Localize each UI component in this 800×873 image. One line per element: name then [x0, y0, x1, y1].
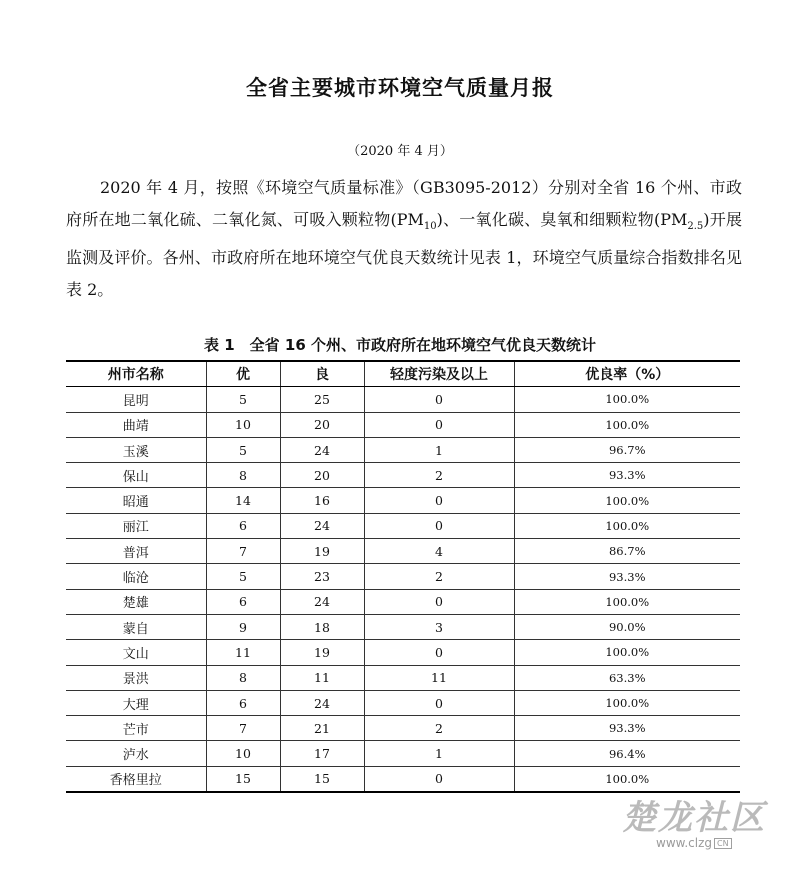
table-row	[66, 716, 740, 741]
table-row	[66, 614, 740, 639]
cell-excellent: 5	[206, 387, 280, 412]
cell-excellent: 9	[206, 614, 280, 639]
intro-text-2: )、一氧化碳、臭氧和细颗粒物(PM	[436, 209, 688, 229]
watermark-text: 楚龙社区	[622, 798, 766, 838]
cell-rate: 100.0%	[514, 690, 740, 715]
table-row	[66, 412, 740, 437]
cell-polluted: 0	[364, 412, 514, 437]
cell-excellent: 6	[206, 589, 280, 614]
table-row	[66, 589, 740, 614]
cell-good: 19	[280, 640, 364, 665]
cell-excellent: 8	[206, 463, 280, 488]
cell-good: 18	[280, 614, 364, 639]
cell-polluted: 2	[364, 564, 514, 589]
cell-polluted: 2	[364, 463, 514, 488]
cell-rate: 93.3%	[514, 463, 740, 488]
cell-city: 景洪	[66, 665, 206, 690]
cell-polluted: 0	[364, 766, 514, 792]
cell-city: 泸水	[66, 741, 206, 766]
cell-rate: 100.0%	[514, 488, 740, 513]
cell-rate: 96.4%	[514, 741, 740, 766]
cell-rate: 96.7%	[514, 437, 740, 462]
cell-good: 24	[280, 589, 364, 614]
cell-excellent: 8	[206, 665, 280, 690]
cell-good: 11	[280, 665, 364, 690]
intro-paragraph	[66, 172, 742, 305]
cell-excellent: 10	[206, 741, 280, 766]
pm25-subscript: 2.5	[687, 220, 704, 232]
cell-good: 17	[280, 741, 364, 766]
cell-city: 楚雄	[66, 589, 206, 614]
cell-good: 20	[280, 412, 364, 437]
table-row	[66, 437, 740, 462]
cell-rate: 100.0%	[514, 640, 740, 665]
table-row	[66, 513, 740, 538]
cell-polluted: 0	[364, 640, 514, 665]
cell-good: 15	[280, 766, 364, 792]
header-excellent: 优	[206, 361, 280, 387]
cell-polluted: 11	[364, 665, 514, 690]
intro-text-3: )开展监测及评价。各州、市政府所在地环境空气优良天数统计见表 1，环境空气质量综合指数排名见表 2。	[66, 209, 742, 299]
cell-good: 20	[280, 463, 364, 488]
cell-polluted: 0	[364, 589, 514, 614]
cell-city: 昭通	[66, 488, 206, 513]
cell-excellent: 7	[206, 716, 280, 741]
table-row	[66, 640, 740, 665]
cell-good: 16	[280, 488, 364, 513]
table-row	[66, 665, 740, 690]
cell-rate: 86.7%	[514, 539, 740, 564]
cell-excellent: 5	[206, 437, 280, 462]
cell-polluted: 0	[364, 690, 514, 715]
intro-text-1: 2020 年 4 月，按照《环境空气质量标准》（GB3095-2012）分别对全省 16 个州、市政府所在地二氧化硫、二氧化氮、可吸入颗粒物(PM	[66, 178, 742, 229]
cell-polluted: 3	[364, 614, 514, 639]
table-row	[66, 463, 740, 488]
air-quality-table	[66, 360, 740, 793]
header-rate: 优良率（%）	[514, 361, 740, 387]
cell-city: 蒙自	[66, 614, 206, 639]
watermark	[622, 790, 782, 860]
cell-polluted: 1	[364, 741, 514, 766]
cell-city: 香格里拉	[66, 766, 206, 792]
cell-city: 大理	[66, 690, 206, 715]
cell-rate: 63.3%	[514, 665, 740, 690]
cell-city: 临沧	[66, 564, 206, 589]
cell-city: 保山	[66, 463, 206, 488]
cell-excellent: 14	[206, 488, 280, 513]
cell-excellent: 10	[206, 412, 280, 437]
header-polluted: 轻度污染及以上	[364, 361, 514, 387]
cell-excellent: 5	[206, 564, 280, 589]
table-caption: 表 1 全省 16 个州、市政府所在地环境空气优良天数统计	[204, 336, 596, 354]
cell-city: 文山	[66, 640, 206, 665]
cell-good: 24	[280, 690, 364, 715]
cell-polluted: 0	[364, 488, 514, 513]
report-date: （2020 年 4 月）	[347, 144, 453, 159]
cell-city: 玉溪	[66, 437, 206, 462]
table-header-row	[66, 361, 740, 387]
watermark-cn: CN	[714, 838, 732, 849]
cell-excellent: 7	[206, 539, 280, 564]
table-row	[66, 690, 740, 715]
cell-good: 21	[280, 716, 364, 741]
cell-rate: 90.0%	[514, 614, 740, 639]
cell-rate: 100.0%	[514, 589, 740, 614]
cell-good: 25	[280, 387, 364, 412]
cell-city: 曲靖	[66, 412, 206, 437]
cell-excellent: 6	[206, 513, 280, 538]
cell-city: 芒市	[66, 716, 206, 741]
watermark-url-text: www.clzg	[656, 836, 713, 850]
cell-excellent: 11	[206, 640, 280, 665]
pm10-subscript: 10	[423, 220, 437, 232]
table-row	[66, 488, 740, 513]
header-city: 州市名称	[66, 361, 206, 387]
cell-city: 丽江	[66, 513, 206, 538]
cell-good: 19	[280, 539, 364, 564]
table-row	[66, 387, 740, 412]
table-row	[66, 741, 740, 766]
cell-rate: 93.3%	[514, 716, 740, 741]
cell-good: 24	[280, 437, 364, 462]
cell-polluted: 1	[364, 437, 514, 462]
table-row	[66, 766, 740, 792]
cell-city: 昆明	[66, 387, 206, 412]
header-good: 良	[280, 361, 364, 387]
cell-polluted: 0	[364, 513, 514, 538]
cell-rate: 100.0%	[514, 513, 740, 538]
cell-city: 普洱	[66, 539, 206, 564]
table-row	[66, 564, 740, 589]
table-body	[66, 387, 740, 792]
watermark-url	[656, 836, 732, 850]
cell-polluted: 2	[364, 716, 514, 741]
cell-excellent: 15	[206, 766, 280, 792]
cell-polluted: 4	[364, 539, 514, 564]
cell-rate: 100.0%	[514, 387, 740, 412]
cell-rate: 100.0%	[514, 412, 740, 437]
cell-good: 24	[280, 513, 364, 538]
cell-rate: 93.3%	[514, 564, 740, 589]
cell-polluted: 0	[364, 387, 514, 412]
cell-rate: 100.0%	[514, 766, 740, 792]
page-title: 全省主要城市环境空气质量月报	[246, 76, 554, 100]
cell-excellent: 6	[206, 690, 280, 715]
cell-good: 23	[280, 564, 364, 589]
table-row	[66, 539, 740, 564]
